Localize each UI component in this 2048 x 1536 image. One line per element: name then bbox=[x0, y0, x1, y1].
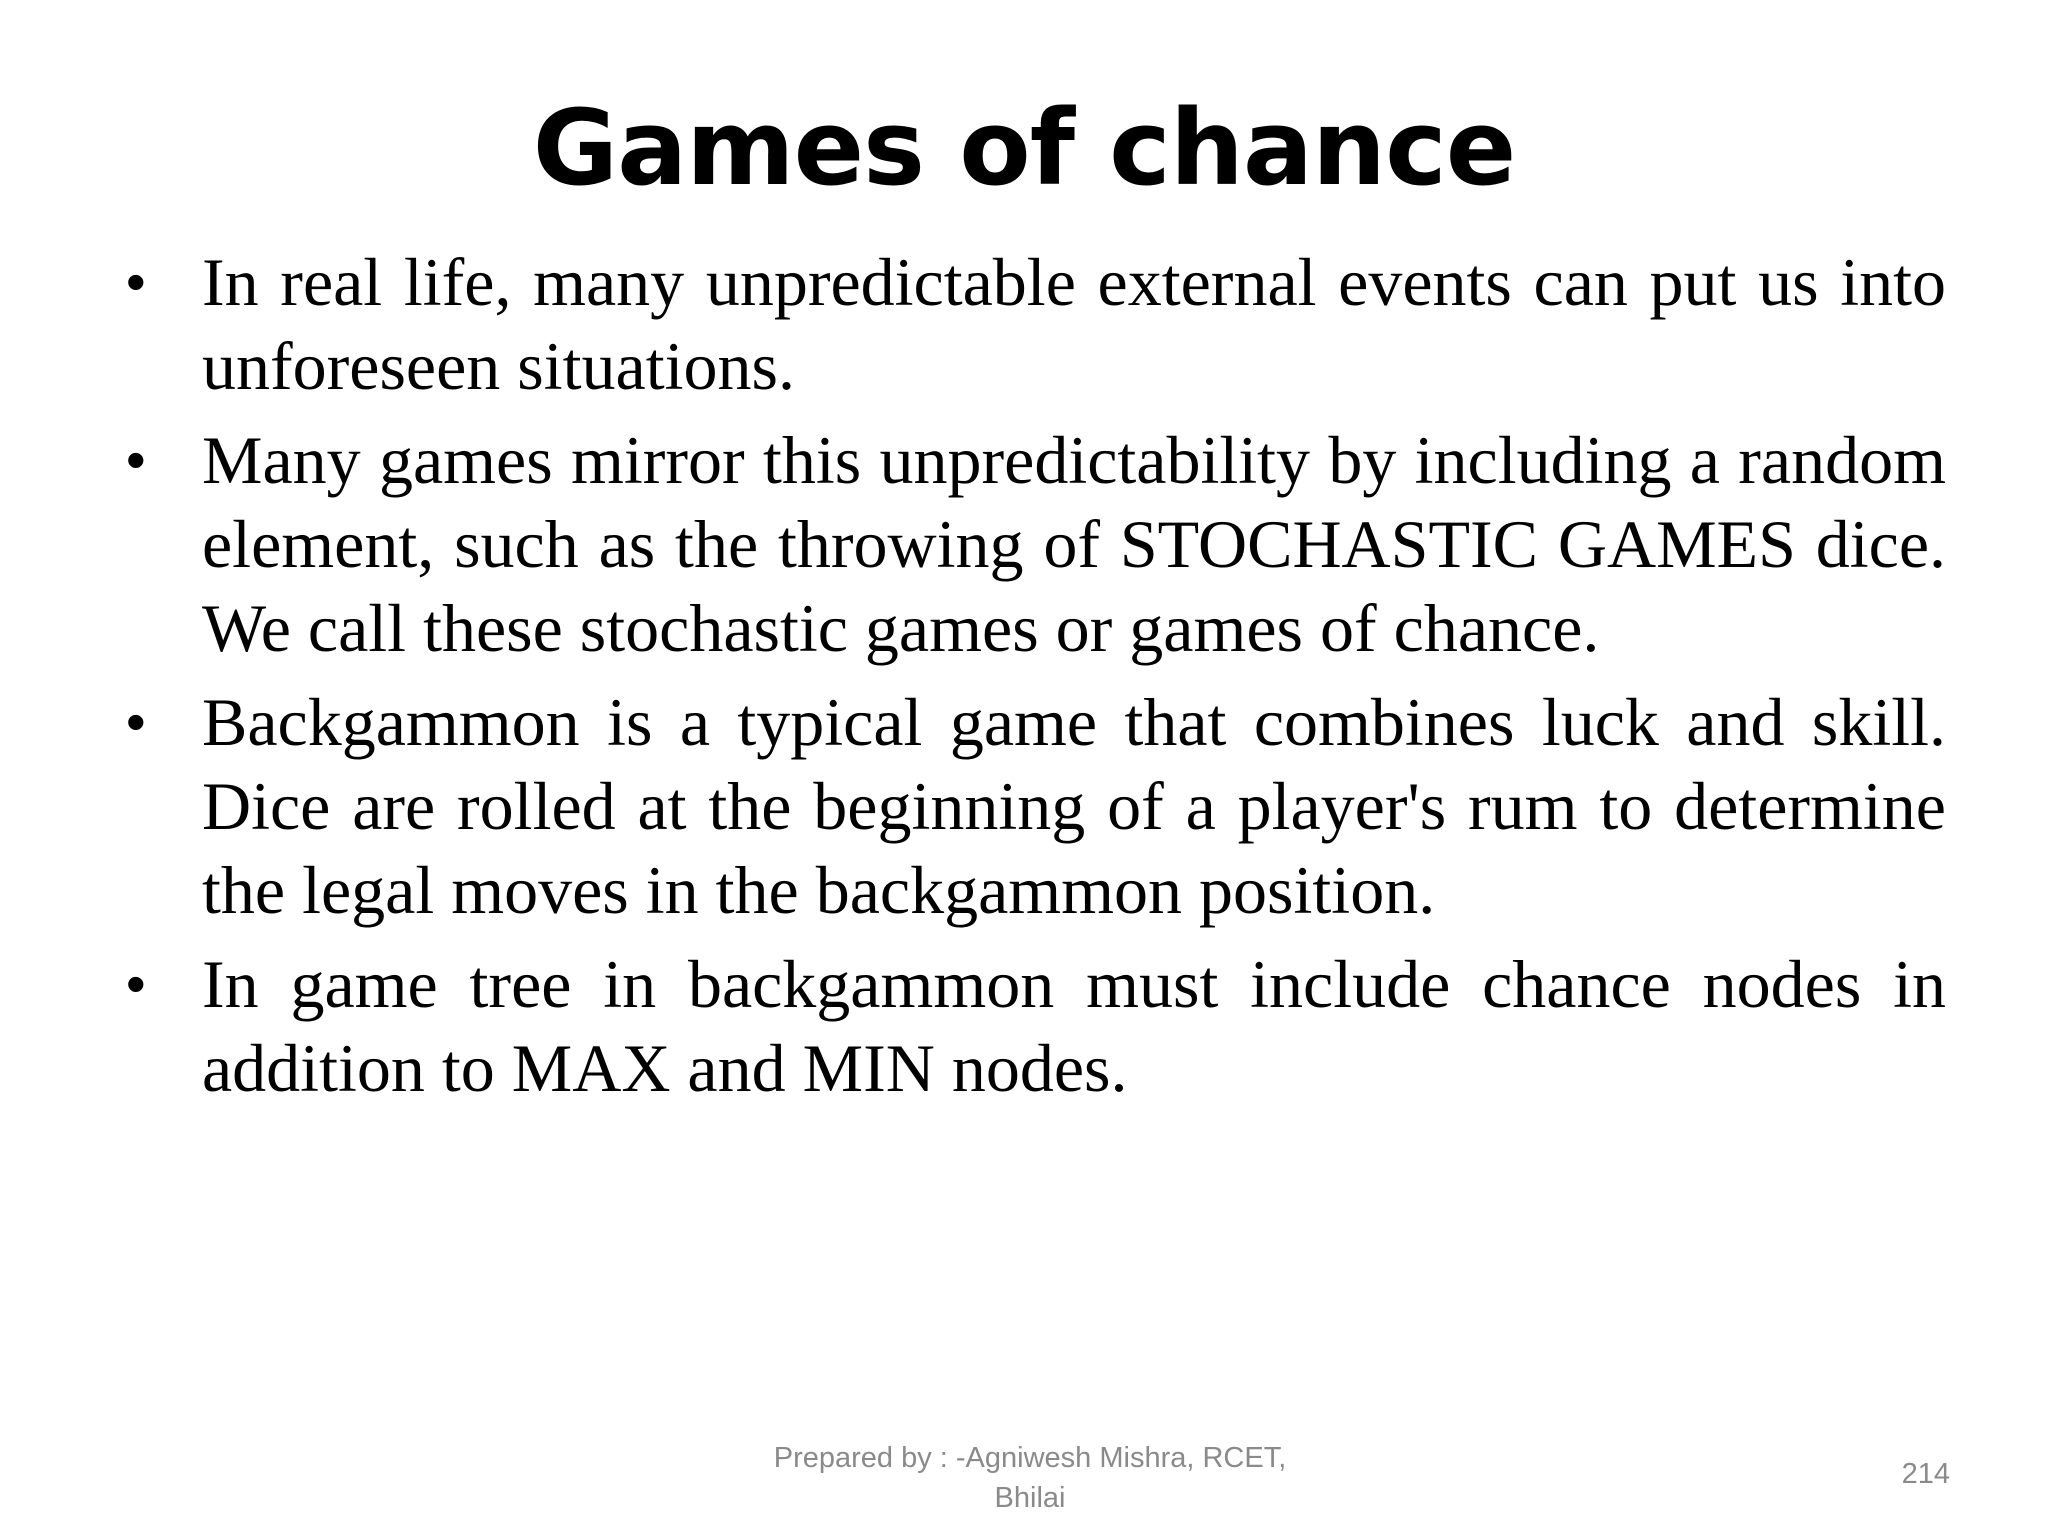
bullet-text: Many games mirror this unpredictability by including a random element, such as the throwing of STOCHASTIC GAMES dice. We call these stochastic games or games of chance. bbox=[202, 422, 1946, 666]
bullet-text: In game tree in backgammon must include chance nodes in addition to MAX and MIN nodes. bbox=[202, 946, 1946, 1106]
bullet-dot-icon: • bbox=[126, 428, 146, 491]
bullet-dot-icon: • bbox=[126, 952, 146, 1015]
bullet-list bbox=[120, 240, 1946, 1120]
bullet-item bbox=[120, 240, 1946, 408]
slide-title: Games of chance bbox=[532, 87, 1516, 209]
footer-credit-line2: Bhilai bbox=[994, 1482, 1066, 1514]
bullet-item bbox=[120, 418, 1946, 670]
bullet-item bbox=[120, 942, 1946, 1110]
slide-number: 214 bbox=[1901, 1458, 1950, 1490]
footer-credit-line1: Prepared by : -Agniwesh Mishra, RCET, bbox=[773, 1442, 1287, 1474]
footer-credit bbox=[740, 1438, 1320, 1518]
bullet-dot-icon: • bbox=[126, 250, 146, 313]
bullet-item bbox=[120, 680, 1946, 932]
bullet-dot-icon: • bbox=[126, 690, 146, 753]
bullet-text: Backgammon is a typical game that combines luck and skill. Dice are rolled at the beginning of a player's rum to determine the legal moves in the backgammon position. bbox=[202, 684, 1946, 928]
bullet-text: In real life, many unpredictable external events can put us into unforeseen situations. bbox=[202, 244, 1946, 404]
